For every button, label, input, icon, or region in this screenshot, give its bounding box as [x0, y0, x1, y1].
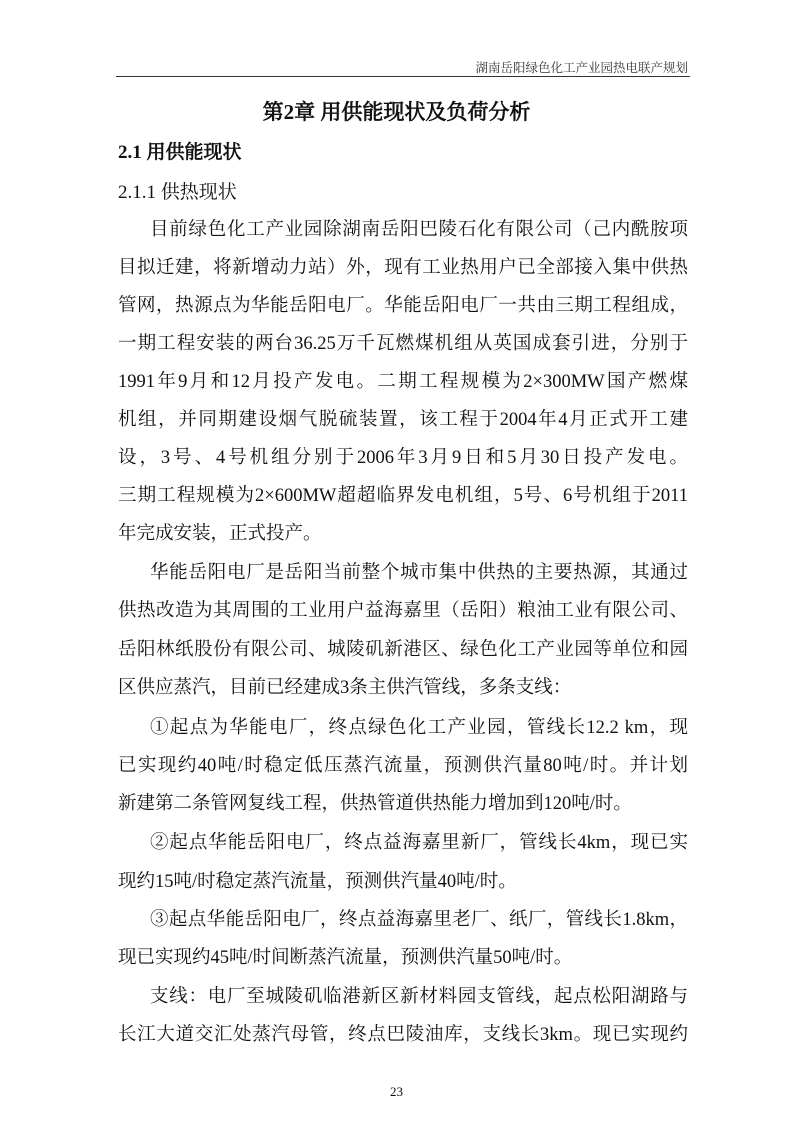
text-line: 长江大道交汇处蒸汽母管，终点巴陵油库，支线长3km。现已实现约 — [118, 1025, 688, 1045]
header-rule — [116, 76, 690, 77]
text-line: 华能岳阳电厂是岳阳当前整个城市集中供热的主要热源，其通过 — [150, 563, 688, 583]
subsection-heading: 2.1.1 供热现状 — [118, 182, 237, 203]
text-line: 机组，并同期建设烟气脱硫装置，该工程于2004年4月正式开工建 — [118, 410, 688, 430]
text-line: 支线：电厂至城陵矶临港新区新材料园支管线，起点松阳湖路与 — [150, 987, 688, 1007]
text-line: 目拟迁建，将新增动力站）外，现有工业热用户已全部接入集中供热 — [118, 258, 688, 278]
page-number: 23 — [390, 1084, 403, 1099]
text-line: ③起点华能岳阳电厂，终点益海嘉里老厂、纸厂，管线长1.8km， — [150, 910, 688, 930]
text-line: 新建第二条管网复线工程，供热管道供热能力增加到120吨/时。 — [118, 794, 632, 814]
text-line: 已实现约40吨/时稳定低压蒸汽流量，预测供汽量80吨/时。并计划 — [118, 756, 688, 776]
running-header: 湖南岳阳绿色化工产业园热电联产规划 — [475, 61, 688, 75]
text-line: 目前绿色化工产业园除湖南岳阳巴陵石化有限公司（己内酰胺项 — [150, 220, 688, 240]
text-line: 设，3号、4号机组分别于2006年3月9日和5月30日投产发电。 — [118, 448, 688, 468]
text-line: 管网，热源点为华能岳阳电厂。华能岳阳电厂一共由三期工程组成， — [118, 296, 688, 316]
text-line: 一期工程安装的两台36.25万千瓦燃煤机组从英国成套引进，分别于 — [118, 334, 688, 354]
text-line: 三期工程规模为2×600MW超超临界发电机组，5号、6号机组于2011 — [118, 486, 688, 506]
chapter-title: 第2章 用供能现状及负荷分析 — [262, 100, 531, 124]
text-line: 现已实现约45吨/时间断蒸汽流量，预测供汽量50吨/时。 — [118, 948, 573, 968]
text-line: 区供应蒸汽，目前已经建成3条主供汽管线，多条支线： — [118, 678, 572, 698]
text-line: 现约15吨/时稳定蒸汽流量，预测供汽量40吨/时。 — [118, 872, 517, 892]
text-line: 1991年9月和12月投产发电。二期工程规模为2×300MW国产燃煤 — [118, 372, 688, 392]
text-line: ②起点华能岳阳电厂，终点益海嘉里新厂，管线长4km，现已实 — [150, 833, 688, 853]
text-line: 岳阳林纸股份有限公司、城陵矶新港区、绿色化工产业园等单位和园 — [118, 640, 688, 660]
text-line: 供热改造为其周围的工业用户益海嘉里（岳阳）粮油工业有限公司、 — [118, 601, 688, 621]
text-line: 年完成安装，正式投产。 — [118, 524, 322, 544]
section-heading: 2.1 用供能现状 — [118, 142, 242, 163]
text-line: ①起点为华能电厂，终点绿色化工产业园，管线长12.2 km，现 — [150, 718, 688, 738]
